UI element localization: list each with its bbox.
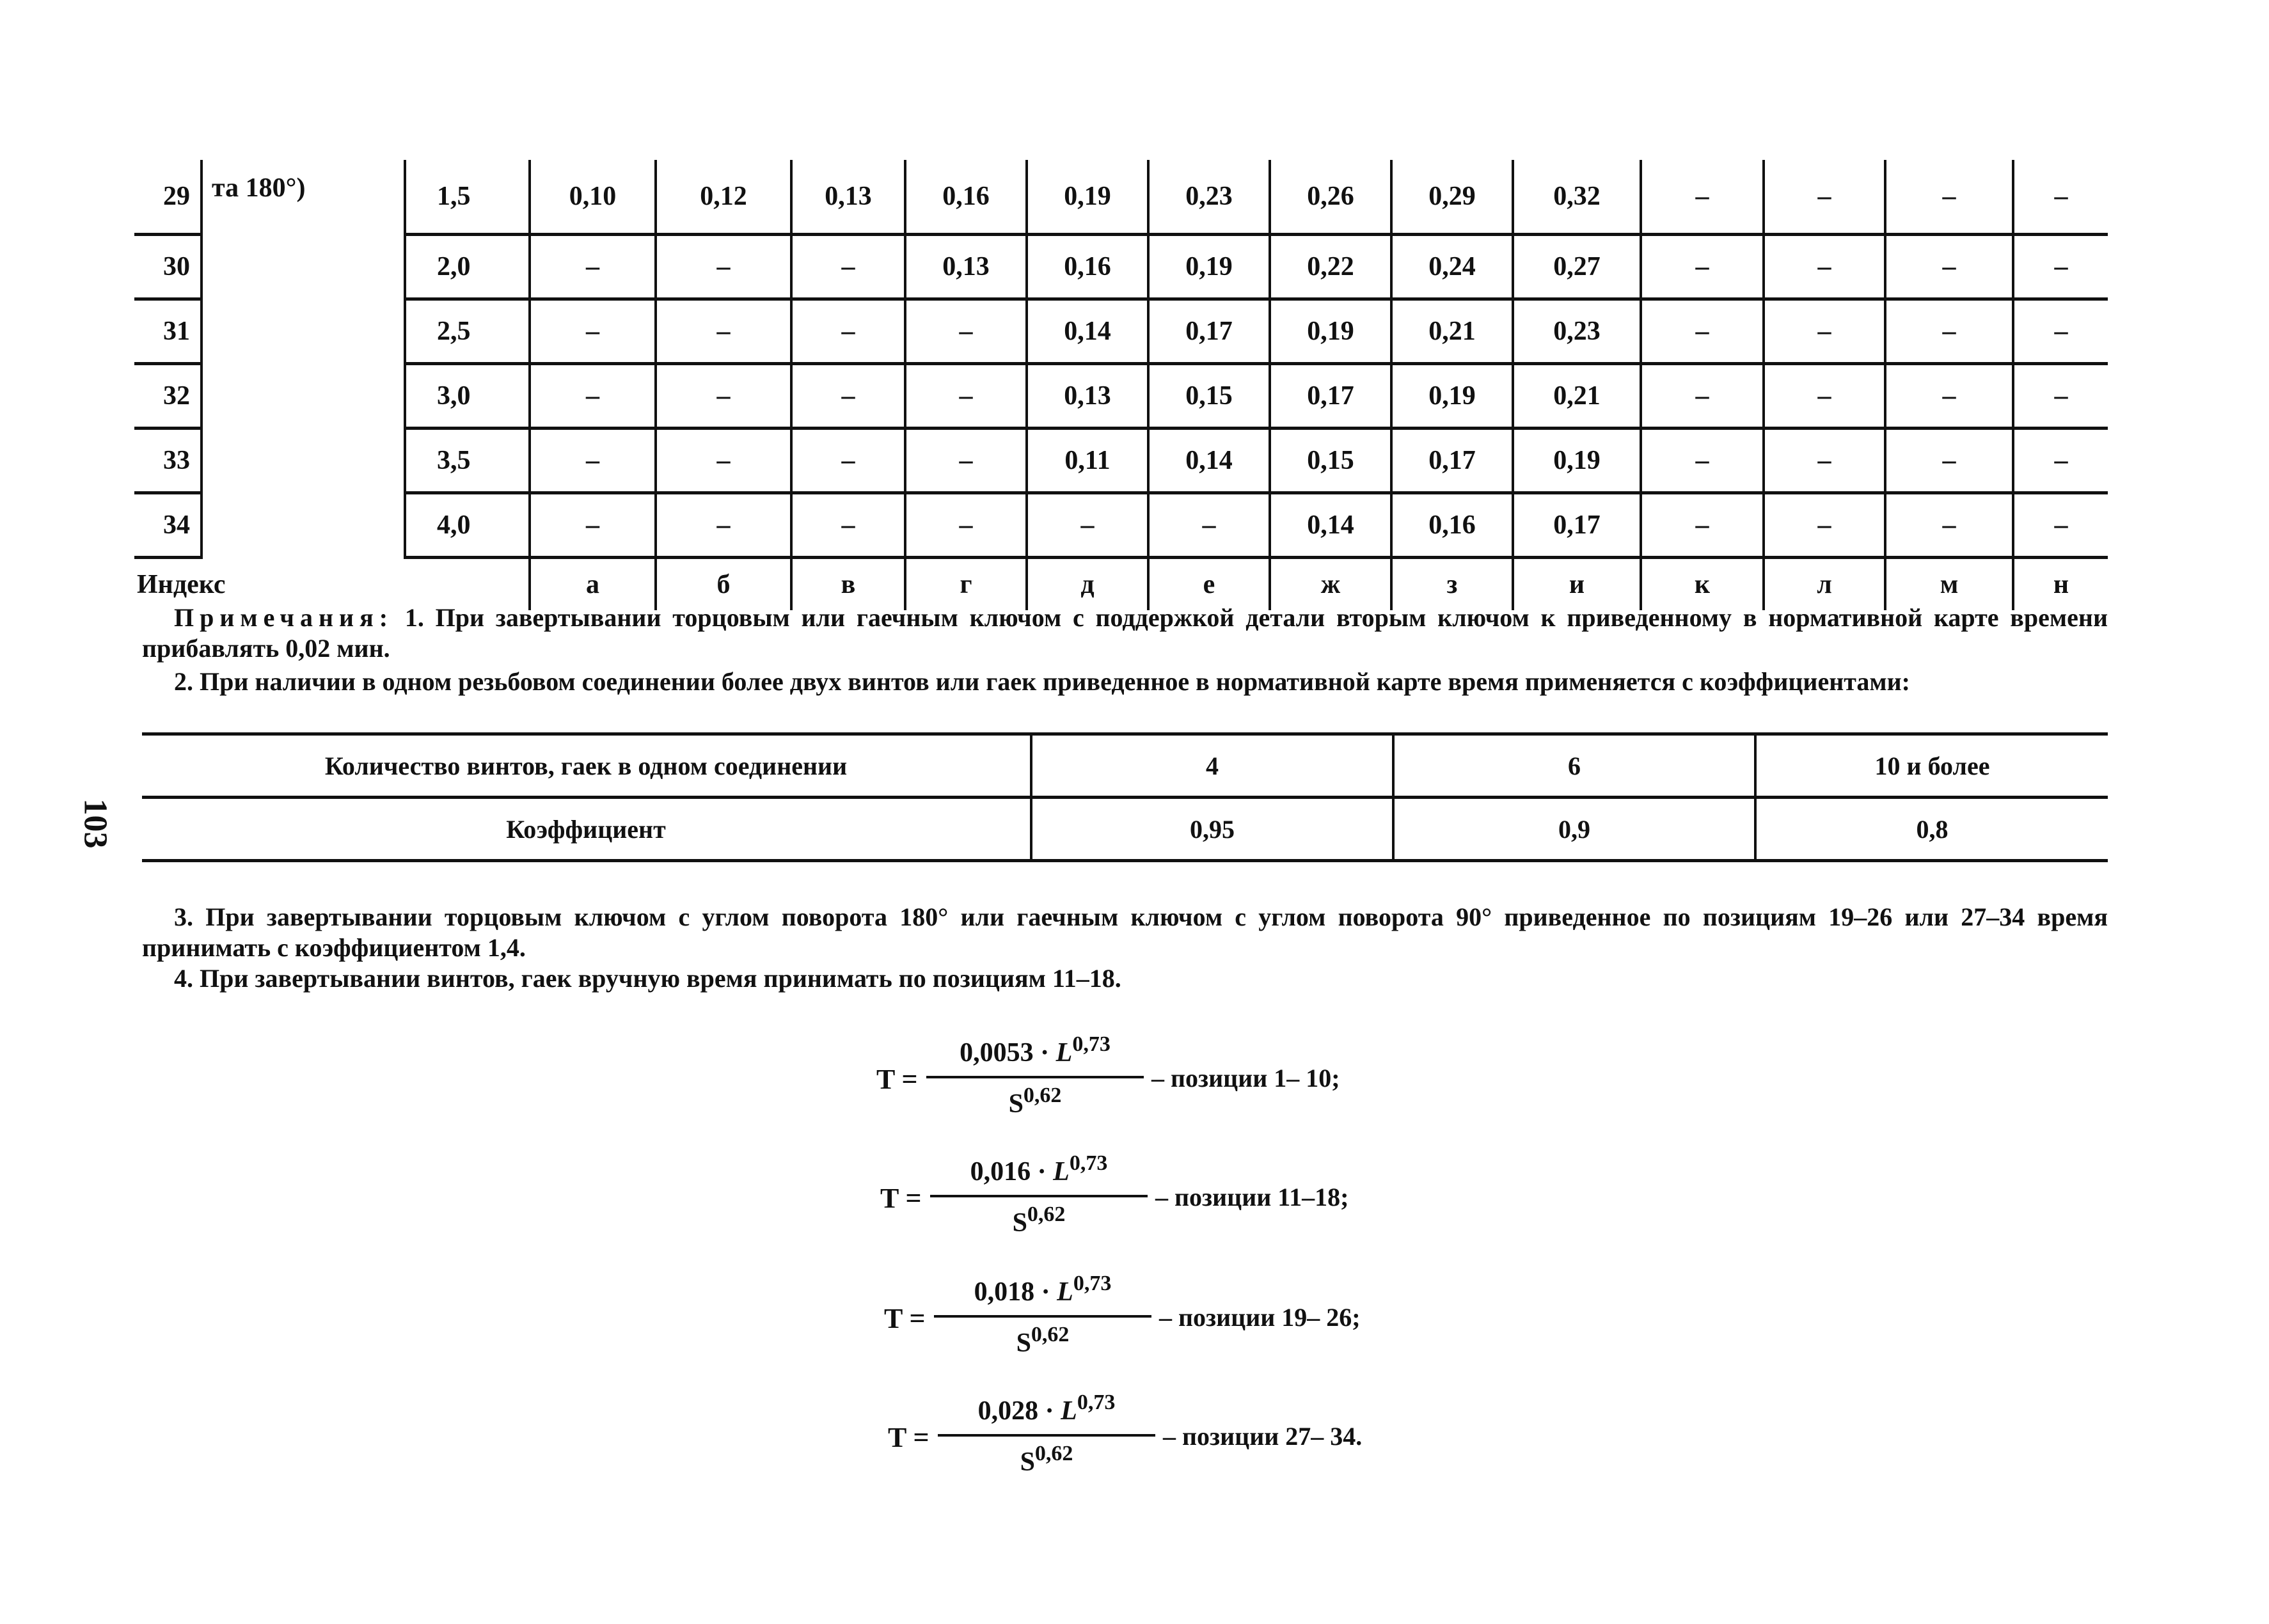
- table-body: [134, 160, 2108, 610]
- time-value-cell: 0,13: [1027, 363, 1148, 428]
- index-letter: д: [1027, 557, 1148, 610]
- time-value-cell: –: [1885, 493, 2013, 557]
- coef-row-value-label: Коэффициент: [506, 814, 666, 844]
- note-2-text: 2. При наличии в одном резьбовом соединении более двух винтов или гаек приведенное в нормативной карте время применяется с коэффициентами:: [174, 667, 1911, 696]
- formula-lhs: T =: [876, 1064, 918, 1095]
- formula-denominator-exponent: 0,62: [1034, 1442, 1073, 1465]
- formula: [880, 1149, 1392, 1245]
- thread-size-cell: 1,5: [405, 160, 530, 234]
- index-letter: к: [1641, 557, 1764, 610]
- time-value-cell: 0,29: [1391, 160, 1513, 234]
- time-value-cell: –: [530, 493, 656, 557]
- index-letter: н: [2053, 569, 2069, 599]
- note-1-text: 1. При завертывании торцовым или гаечным ключом с поддержкой детали вторым ключом к приведенному в нормативной карте времени прибавлять 0,02 мин.: [142, 603, 2108, 663]
- time-value-cell: 0,21: [1513, 363, 1641, 428]
- formula-dot: ·: [1045, 1396, 1054, 1426]
- fraction-bar: [934, 1315, 1151, 1318]
- coef-row-value: [142, 798, 2108, 861]
- formula-denominator-exponent: 0,62: [1023, 1084, 1062, 1107]
- thread-size-cell: 2,5: [405, 299, 530, 363]
- time-value-cell: –: [1885, 234, 2013, 299]
- time-value-cell: –: [1641, 160, 1764, 234]
- formula-denominator: [930, 1202, 1148, 1238]
- time-value-cell: –: [656, 363, 791, 428]
- time-value-cell: 0,11: [1027, 428, 1148, 493]
- index-letter: в: [791, 557, 905, 610]
- time-value-cell: 0,19: [1391, 363, 1513, 428]
- time-value-cell: –: [1885, 428, 2013, 493]
- formula-denominator-base: S: [1020, 1447, 1035, 1477]
- time-value-cell: –: [530, 363, 656, 428]
- coef-value-cell: 0,8: [1755, 798, 2108, 861]
- note-2: [142, 666, 2108, 697]
- index-letter: л: [1764, 557, 1885, 610]
- coef-count-cell: 10 и более: [1755, 734, 2108, 798]
- time-value-cell: –: [2013, 363, 2108, 428]
- thread-size-cell: 2,0: [405, 234, 530, 299]
- formula-positions: – позиции 11–18;: [1155, 1183, 1349, 1211]
- time-value-cell: –: [1764, 160, 1885, 234]
- formula-denominator-base: S: [1008, 1089, 1024, 1119]
- time-value-cell: 0,23: [1148, 160, 1270, 234]
- time-value-cell: –: [530, 299, 656, 363]
- index-letter: м: [1885, 557, 2013, 610]
- time-value-cell: 0,13: [905, 234, 1027, 299]
- position-number: 32: [134, 363, 202, 428]
- formula-positions: – позиции 1– 10;: [1151, 1064, 1340, 1092]
- time-value-cell: 0,27: [1513, 234, 1641, 299]
- group-label-cell: [202, 234, 405, 299]
- time-value-cell: –: [791, 234, 905, 299]
- formula-dot: ·: [1037, 1157, 1047, 1186]
- time-value-cell: 0,13: [791, 160, 905, 234]
- time-value-cell: –: [905, 299, 1027, 363]
- index-letter: б: [656, 557, 791, 610]
- formula-numerator: [934, 1272, 1151, 1307]
- time-value-cell: –: [1885, 299, 2013, 363]
- note-3: [142, 902, 2108, 963]
- coef-value-cell: 0,95: [1031, 798, 1393, 861]
- table-row: [134, 493, 2108, 557]
- fraction-bar: [926, 1076, 1144, 1078]
- formula-denominator-base: S: [1012, 1208, 1027, 1238]
- time-value-cell: –: [1764, 493, 1885, 557]
- time-value-cell: –: [1641, 363, 1764, 428]
- time-value-cell: –: [1885, 363, 2013, 428]
- time-value-cell: 0,16: [1027, 234, 1148, 299]
- time-value-cell: –: [905, 493, 1027, 557]
- time-value-cell: 0,16: [905, 160, 1027, 234]
- time-value-cell: –: [656, 234, 791, 299]
- formula-denominator-exponent: 0,62: [1031, 1323, 1070, 1346]
- coef-row-count-label: Количество винтов, гаек в одном соединении: [142, 734, 1031, 798]
- page-number: 103: [77, 798, 114, 849]
- formula: [876, 1030, 1388, 1126]
- thread-size-cell: 3,5: [405, 428, 530, 493]
- formula-numerator-exponent: 0,73: [1072, 1032, 1111, 1056]
- formula-numerator-exponent: 0,73: [1069, 1151, 1108, 1175]
- position-number: 29: [134, 160, 202, 234]
- formula-lhs: T =: [884, 1303, 926, 1334]
- position-number: 30: [134, 234, 202, 299]
- formula-numerator-exponent: 0,73: [1073, 1272, 1112, 1295]
- table-row: [134, 363, 2108, 428]
- note-4-text: 4. При завертывании винтов, гаек вручную время принимать по позициям 11–18.: [174, 964, 1121, 993]
- index-letter: а: [530, 557, 656, 610]
- formula-denominator: [934, 1323, 1151, 1359]
- index-letter: ж: [1270, 557, 1391, 610]
- fraction-bar: [930, 1195, 1148, 1197]
- time-value-cell: –: [2013, 299, 2108, 363]
- thread-size-cell: 4,0: [405, 493, 530, 557]
- time-value-cell: –: [2013, 428, 2108, 493]
- group-label-cell: та 180°): [202, 160, 405, 234]
- time-value-cell: 0,15: [1148, 363, 1270, 428]
- group-label-cell: [202, 428, 405, 493]
- time-value-cell: 0,19: [1027, 160, 1148, 234]
- time-value-cell: –: [1764, 299, 1885, 363]
- formula-coefficient: 0,018: [974, 1277, 1035, 1307]
- formula-denominator: [926, 1084, 1144, 1119]
- time-value-cell: 0,19: [1148, 234, 1270, 299]
- time-value-cell: –: [791, 428, 905, 493]
- formula-denominator-exponent: 0,62: [1027, 1202, 1066, 1226]
- time-value-cell: –: [1641, 234, 1764, 299]
- time-value-cell: –: [905, 428, 1027, 493]
- time-value-cell: 0,15: [1270, 428, 1391, 493]
- fraction-bar: [938, 1434, 1155, 1437]
- coef-count-cell: 4: [1031, 734, 1393, 798]
- formula-coefficient: 0,0053: [960, 1038, 1034, 1068]
- time-value-cell: 0,26: [1270, 160, 1391, 234]
- time-value-cell: –: [1641, 299, 1764, 363]
- formula-lhs: T =: [888, 1422, 929, 1453]
- time-value-cell: –: [2013, 493, 2108, 557]
- time-value-cell: 0,22: [1270, 234, 1391, 299]
- position-number: 33: [134, 428, 202, 493]
- formula: [888, 1388, 1400, 1484]
- time-value-cell: –: [1027, 493, 1148, 557]
- formula-denominator: [938, 1442, 1155, 1478]
- note-1: [142, 603, 2108, 664]
- time-value-cell: –: [530, 428, 656, 493]
- coefficient-table: [142, 732, 2108, 862]
- time-value-cell: 0,32: [1513, 160, 1641, 234]
- formula-dot: ·: [1040, 1038, 1050, 1068]
- note-3-text: 3. При завертывании торцовым ключом с углом поворота 180° или гаечным ключом с углом поворота 90° приведенное по позициям 19–26 или 27–34 время принимать с коэффициентом 1,4.: [142, 903, 2108, 962]
- time-value-cell: 0,19: [1270, 299, 1391, 363]
- time-value-cell: –: [656, 428, 791, 493]
- formula-numerator: [938, 1391, 1155, 1426]
- formula-positions: – позиции 27– 34.: [1163, 1422, 1363, 1451]
- time-value-cell: 0,19: [1513, 428, 1641, 493]
- time-value-cell: 0,24: [1391, 234, 1513, 299]
- time-value-cell: –: [1764, 234, 1885, 299]
- time-value-cell: 0,21: [1391, 299, 1513, 363]
- time-value-cell: 0,14: [1027, 299, 1148, 363]
- group-label-cell: [202, 299, 405, 363]
- formula-coefficient: 0,028: [977, 1396, 1039, 1426]
- time-value-cell: –: [1764, 363, 1885, 428]
- coef-row-count: [142, 734, 2108, 798]
- time-value-cell: –: [530, 234, 656, 299]
- table-row: [134, 234, 2108, 299]
- time-value-cell: –: [905, 363, 1027, 428]
- note-4: [142, 963, 2108, 994]
- formula-coefficient: 0,016: [970, 1157, 1031, 1186]
- index-letter: и: [1513, 557, 1641, 610]
- time-value-cell: –: [791, 493, 905, 557]
- formula-denominator-base: S: [1016, 1328, 1031, 1358]
- time-value-cell: 0,23: [1513, 299, 1641, 363]
- time-value-cell: –: [1885, 160, 2013, 234]
- group-label-cell: [202, 493, 405, 557]
- group-label-cell: [202, 363, 405, 428]
- time-value-cell: –: [656, 493, 791, 557]
- thread-size-cell: 3,0: [405, 363, 530, 428]
- time-value-cell: 0,14: [1270, 493, 1391, 557]
- time-value-cell: 0,17: [1513, 493, 1641, 557]
- time-value-cell: –: [791, 363, 905, 428]
- time-value-cell: –: [791, 299, 905, 363]
- time-value-cell: 0,16: [1391, 493, 1513, 557]
- time-value-cell: –: [2013, 160, 2108, 234]
- time-value-cell: –: [656, 299, 791, 363]
- index-letter: з: [1391, 557, 1513, 610]
- time-value-cell: –: [1148, 493, 1270, 557]
- formula-variable: L: [1055, 1038, 1073, 1068]
- time-value-cell: 0,17: [1270, 363, 1391, 428]
- time-value-cell: –: [1641, 428, 1764, 493]
- time-value-cell: 0,17: [1391, 428, 1513, 493]
- time-value-cell: 0,12: [656, 160, 791, 234]
- formula-positions: – позиции 19– 26;: [1159, 1303, 1361, 1332]
- coef-count-cell: 6: [1393, 734, 1755, 798]
- time-value-cell: 0,17: [1148, 299, 1270, 363]
- time-norm-table: [134, 160, 2108, 610]
- formula-dot: ·: [1041, 1277, 1050, 1307]
- note-1-head: Примечания:: [174, 603, 394, 632]
- time-value-cell: –: [1764, 428, 1885, 493]
- position-number: 34: [134, 493, 202, 557]
- time-value-cell: –: [2013, 234, 2108, 299]
- index-letter: е: [1148, 557, 1270, 610]
- coef-value-cell: 0,9: [1393, 798, 1755, 861]
- formula-variable: L: [1053, 1157, 1070, 1186]
- table-row: [134, 299, 2108, 363]
- time-value-cell: 0,14: [1148, 428, 1270, 493]
- table-row: [134, 428, 2108, 493]
- formula-numerator: [926, 1032, 1144, 1068]
- index-label: Индекс: [134, 557, 530, 610]
- table-row: [134, 160, 2108, 234]
- formula-numerator-exponent: 0,73: [1077, 1391, 1116, 1414]
- time-value-cell: 0,10: [530, 160, 656, 234]
- formula-numerator: [930, 1151, 1148, 1187]
- time-value-cell: –: [1641, 493, 1764, 557]
- formula: [884, 1269, 1396, 1365]
- index-letter: г: [905, 557, 1027, 610]
- formula-lhs: T =: [880, 1183, 922, 1214]
- formula-variable: L: [1057, 1277, 1073, 1307]
- position-number: 31: [134, 299, 202, 363]
- formula-variable: L: [1061, 1396, 1077, 1426]
